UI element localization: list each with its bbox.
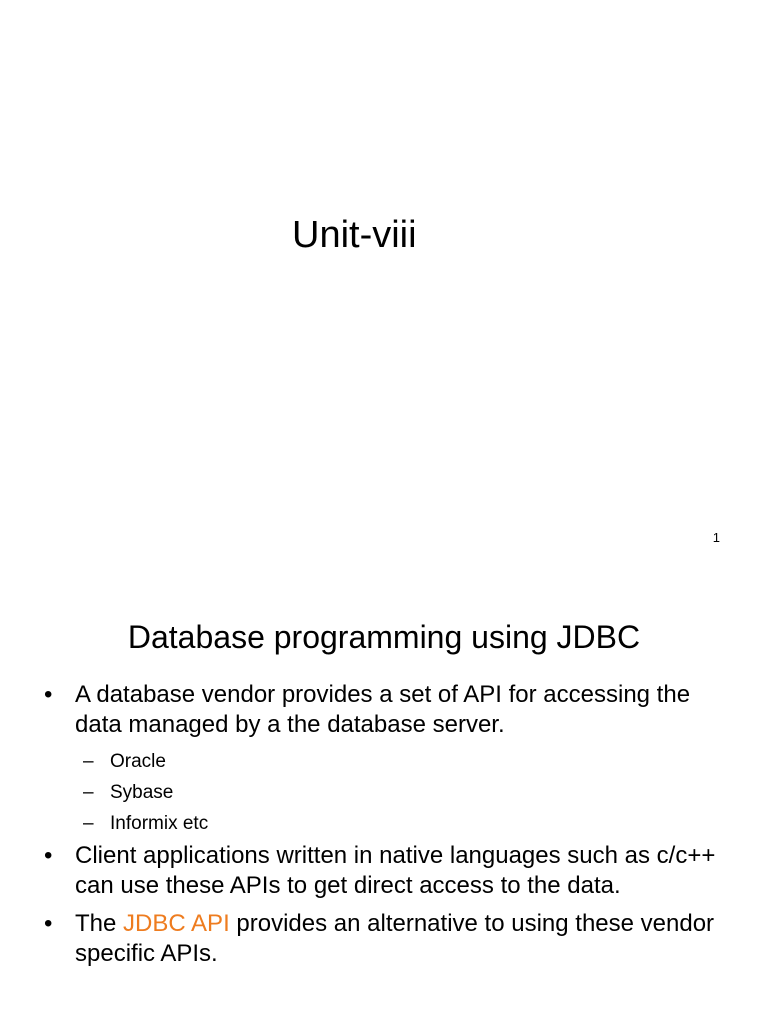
sub-text: Oracle bbox=[110, 751, 166, 772]
bullet-text: Client applications written in native languages such as c/c++ can use these APIs to get direct access to the data. bbox=[75, 842, 716, 899]
page-number: 1 bbox=[712, 530, 720, 545]
sub-text: Informix etc bbox=[110, 813, 209, 834]
bullet-text: A database vendor provides a set of API for accessing the data managed by a the database server. bbox=[75, 681, 691, 738]
bullet-text bbox=[75, 910, 714, 967]
bullet-text-before: The bbox=[75, 910, 124, 937]
sub-marker: – bbox=[83, 782, 94, 803]
sub-text: Sybase bbox=[110, 782, 174, 803]
bullet-item bbox=[0, 680, 768, 740]
slide-title: Database programming using JDBC bbox=[127, 619, 641, 655]
bullet-item bbox=[0, 909, 768, 969]
sub-item bbox=[0, 777, 768, 808]
sub-marker: – bbox=[83, 751, 94, 772]
bullet-item bbox=[0, 841, 768, 901]
sub-list bbox=[0, 746, 768, 839]
sub-item bbox=[0, 808, 768, 839]
jdbc-api-highlight: JDBC API bbox=[123, 910, 230, 937]
sub-item bbox=[0, 746, 768, 777]
slide-2 bbox=[0, 576, 768, 1024]
bullet-marker: • bbox=[44, 910, 53, 937]
slide-title: Unit-viii bbox=[292, 214, 417, 256]
bullet-marker: • bbox=[44, 842, 53, 869]
sub-marker: – bbox=[83, 813, 94, 834]
bullet-marker: • bbox=[44, 681, 53, 708]
bullet-list bbox=[0, 680, 768, 969]
bullet-text-after: provides an alternative to using these vendor specific APIs. bbox=[75, 910, 715, 967]
